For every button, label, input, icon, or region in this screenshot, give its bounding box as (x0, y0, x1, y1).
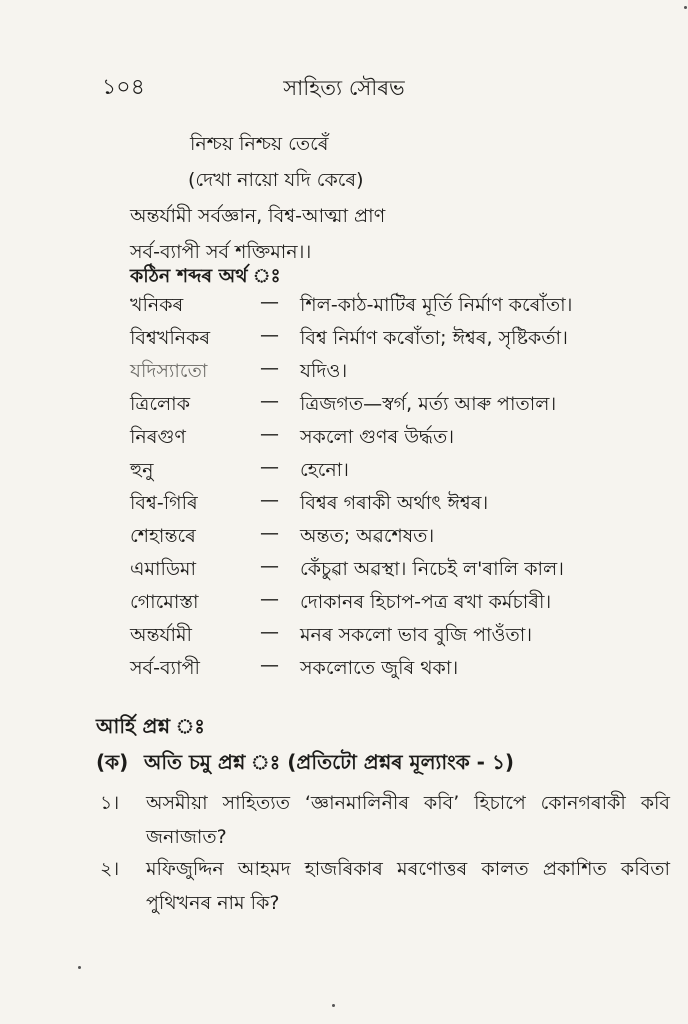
glossary-meaning: দোকানৰ হিচাপ-পত্ৰ ৰখা কৰ্মচাৰী। (300, 591, 552, 613)
glossary-row (130, 324, 670, 357)
glossary-meaning: হেনো। (300, 459, 349, 481)
glossary-row (130, 291, 670, 324)
glossary-dash: — (260, 456, 279, 478)
glossary-row (130, 423, 670, 456)
glossary-dash: — (260, 291, 279, 313)
glossary-meaning: সকলো গুণৰ উৰ্দ্ধত। (300, 426, 455, 448)
running-title: সাহিত্য সৌৰভ (283, 76, 405, 100)
glossary-meaning: মনৰ সকলো ভাব বুজি পাওঁতা। (300, 624, 533, 646)
exercise-heading: আৰ্হি প্ৰশ্ন ঃ (96, 714, 205, 738)
glossary-row (130, 522, 670, 555)
subsection-marker: (ক) (96, 750, 129, 774)
glossary-row (130, 588, 670, 621)
paper-speck (684, 6, 687, 9)
glossary-dash: — (260, 357, 279, 379)
glossary-term: শেহান্তৰে (130, 525, 196, 547)
glossary-dash: — (260, 423, 279, 445)
question-item (100, 786, 670, 854)
glossary-list (130, 291, 670, 687)
poem-line: নিশ্চয় নিশ্চয় তেৰেঁ (190, 133, 329, 155)
poem-line: সৰ্ব-ব্যাপী সৰ্ব শক্তিমান।। (130, 241, 312, 263)
glossary-term: বিশ্ব-গিৰি (130, 492, 198, 514)
glossary-meaning: বিশ্ব নিৰ্মাণ কৰোঁতা; ঈশ্বৰ, সৃষ্টিকৰ্তা। (300, 327, 568, 349)
glossary-term: ত্ৰিলোক (130, 393, 190, 415)
glossary-meaning: শিল-কাঠ-মাটিৰ মূৰ্তি নিৰ্মাণ কৰোঁতা। (300, 294, 573, 316)
glossary-term: অন্তৰ্যামী (130, 624, 192, 646)
poem-stanza (130, 126, 385, 270)
glossary-row (130, 555, 670, 588)
subsection-title: অতি চমু প্ৰশ্ন ঃ (প্ৰতিটো প্ৰশ্নৰ মূল্যাংক - ১) (144, 750, 515, 774)
glossary-term: যদিস্যাতো (130, 360, 208, 382)
glossary-row (130, 621, 670, 654)
question-item (100, 852, 670, 920)
glossary-dash: — (260, 621, 279, 643)
glossary-row (130, 357, 670, 390)
glossary-dash: — (260, 588, 279, 610)
glossary-row (130, 390, 670, 423)
glossary-dash: — (260, 489, 279, 511)
question-text: মফিজুদ্দিন আহমদ হাজৰিকাৰ মৰণোত্তৰ কালত প্ৰকাশিত কবিতা পুথিখনৰ নাম কি? (146, 858, 670, 914)
glossary-term: হুনু (130, 459, 154, 481)
page-number: ১০৪ (102, 75, 145, 100)
poem-line: অন্তৰ্যামী সৰ্বজ্ঞান, বিশ্ব-আত্মা প্ৰাণ (130, 205, 386, 227)
glossary-dash: — (260, 522, 279, 544)
glossary-row (130, 654, 670, 687)
glossary-meaning: যদিও। (300, 360, 348, 382)
glossary-heading: কঠিন শব্দৰ অৰ্থ ঃ (130, 265, 281, 287)
glossary-dash: — (260, 654, 279, 676)
paper-speck (332, 1004, 335, 1007)
paper-speck (78, 966, 81, 969)
question-text: অসমীয়া সাহিত্যত ‘জ্ঞানমালিনীৰ কবি’ হিচাপে কোনগৰাকী কবি জনাজাত? (146, 792, 670, 848)
glossary-dash: — (260, 324, 279, 346)
glossary-term: এমাডিমা (130, 558, 196, 580)
glossary-term: সৰ্ব-ব্যাপী (130, 657, 200, 679)
question-number: ২। (100, 858, 120, 880)
subsection-heading (96, 748, 514, 781)
glossary-meaning: কেঁচুৱা অৱস্থা। নিচেই ল'ৰালি কাল। (300, 558, 564, 580)
glossary-term: বিশ্বখনিকৰ (130, 327, 211, 349)
glossary-term: খনিকৰ (130, 294, 184, 316)
glossary-dash: — (260, 555, 279, 577)
glossary-meaning: অন্তত; অৱশেষত। (300, 525, 435, 547)
glossary-dash: — (260, 390, 279, 412)
glossary-term: গোমোস্তা (130, 591, 199, 613)
glossary-meaning: বিশ্বৰ গৰাকী অৰ্থাৎ ঈশ্বৰ। (300, 492, 489, 514)
glossary-row (130, 456, 670, 489)
poem-line: (দেখা নায়ো যদি কেৰে) (188, 169, 364, 191)
glossary-row (130, 489, 670, 522)
question-number: ১। (100, 792, 120, 814)
glossary-meaning: ত্ৰিজগত—স্বৰ্গ, মৰ্ত্য আৰু পাতাল। (300, 393, 557, 415)
glossary-term: নিৰগুণ (130, 426, 186, 448)
glossary-meaning: সকলোতে জুৰি থকা। (300, 657, 459, 679)
